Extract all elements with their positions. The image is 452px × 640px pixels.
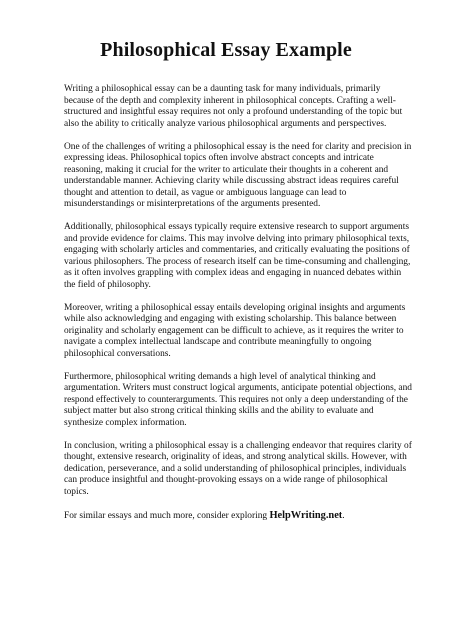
closing-prefix: For similar essays and much more, consider exploring bbox=[64, 510, 268, 521]
closing-suffix: . bbox=[342, 510, 345, 521]
paragraph-research: Additionally, philosophical essays typically require extensive research to support arguments and provide evidence for claims. This may involve delving into primary philosophical texts, engaging with scholarly articles and commentaries, and critically evaluating the positions of various philosophers. The process of research itself can be time-consuming and challenging, as it often involves grappling with complex ideas and engaging in nuanced debates within the field of philosophy. bbox=[64, 222, 411, 290]
paragraph-originality: Moreover, writing a philosophical essay entails developing original insights and arguments while also acknowledging and engaging with existing scholarship. This balance between originality and scholarly engagement can be difficult to achieve, as it requires the writer to navigate a complex intellectual landscape and contribute meaningfully to ongoing philosophical conversations. bbox=[64, 302, 406, 359]
paragraph-conclusion: In conclusion, writing a philosophical essay is a challenging endeavor that requires clarity of thought, extensive research, originality of ideas, and strong analytical skills. However, with dedication, perseverance, and a solid understanding of philosophical principles, individuals can produce insightful and thought-provoking essays on a wide range of philosophical topics. bbox=[64, 440, 412, 497]
paragraph-analysis: Furthermore, philosophical writing demands a high level of analytical thinking and argumentation. Writers must construct logical arguments, anticipate potential objections, and respond effectively to counterarguments. This requires not only a deep understanding of the subject matter but also strong critical thinking skills and the ability to evaluate and synthesize complex information. bbox=[64, 371, 412, 428]
page-title: Philosophical Essay Example bbox=[100, 39, 352, 61]
helpwriting-link[interactable]: HelpWriting.net bbox=[269, 509, 343, 521]
closing-line bbox=[64, 510, 412, 523]
paragraph-clarity: One of the challenges of writing a philosophical essay is the need for clarity and precision in expressing ideas. Philosophical topics often involve abstract concepts and intricate reasoning, making it crucial for the writer to articulate their thoughts in a coherent and understandable manner. Achieving clarity while discussing abstract ideas requires careful thought and attention to detail, as vague or ambiguous language can lead to misunderstandings or misinterpretations of the arguments presented. bbox=[64, 141, 412, 209]
paragraph-intro: Writing a philosophical essay can be a daunting task for many individuals, primarily because of the depth and complexity inherent in philosophical concepts. Crafting a well-structured and insightful essay requires not only a profound understanding of the topic but also the ability to critically analyze various philosophical arguments and perspectives. bbox=[64, 84, 403, 129]
